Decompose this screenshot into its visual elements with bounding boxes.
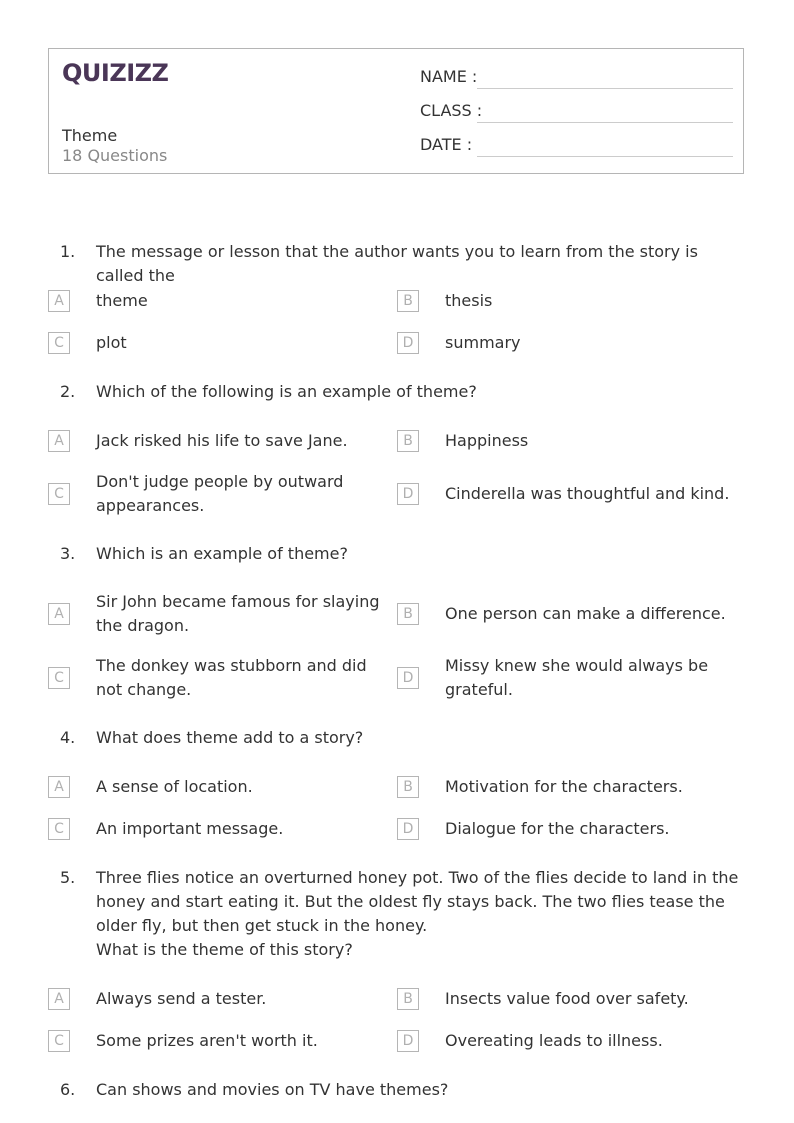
option-text: Missy knew she would always be grateful.	[445, 656, 709, 699]
option-text: Dialogue for the characters.	[445, 819, 670, 838]
option-text: Always send a tester.	[96, 989, 267, 1008]
question-number: 2.	[60, 382, 76, 401]
option-c[interactable]	[48, 816, 388, 842]
class-line[interactable]	[477, 122, 733, 123]
option-letter: A	[48, 988, 70, 1010]
option-text: Motivation for the characters.	[445, 777, 683, 796]
option-a[interactable]	[48, 986, 388, 1012]
option-text: Sir John became famous for slaying the dragon.	[96, 592, 380, 635]
option-b[interactable]	[397, 428, 737, 454]
option-a[interactable]	[48, 590, 388, 638]
question-number: 4.	[60, 728, 76, 747]
option-d[interactable]	[397, 330, 737, 356]
option-letter: D	[397, 667, 419, 689]
question-number: 3.	[60, 544, 76, 563]
name-line[interactable]	[477, 88, 733, 89]
option-text: Overeating leads to illness.	[445, 1031, 663, 1050]
option-letter: C	[48, 667, 70, 689]
worksheet-title: Theme	[62, 126, 118, 145]
option-letter: D	[397, 332, 419, 354]
question-text: What does theme add to a story?	[96, 728, 364, 747]
option-text: Happiness	[445, 431, 529, 450]
option-letter: B	[397, 988, 419, 1010]
option-text: Jack risked his life to save Jane.	[96, 431, 348, 450]
option-d[interactable]	[397, 816, 737, 842]
option-letter: C	[48, 483, 70, 505]
question-count: 18 Questions	[62, 146, 168, 165]
option-letter: C	[48, 332, 70, 354]
option-text: Don't judge people by outward appearances.	[96, 472, 344, 515]
option-b[interactable]	[397, 590, 737, 638]
option-letter: C	[48, 1030, 70, 1052]
option-text: theme	[96, 291, 148, 310]
name-label: NAME :	[420, 67, 478, 86]
option-letter: B	[397, 776, 419, 798]
option-text: summary	[445, 333, 521, 352]
option-a[interactable]	[48, 774, 388, 800]
option-letter: A	[48, 430, 70, 452]
option-text: A sense of location.	[96, 777, 253, 796]
question-text: Which of the following is an example of theme?	[96, 382, 477, 401]
option-letter: B	[397, 290, 419, 312]
option-d[interactable]	[397, 1028, 737, 1054]
date-field[interactable]	[420, 135, 733, 159]
question-number: 5.	[60, 868, 76, 887]
name-field[interactable]	[420, 67, 733, 91]
option-a[interactable]	[48, 428, 388, 454]
worksheet-header	[48, 48, 744, 174]
date-label: DATE :	[420, 135, 473, 154]
class-label: CLASS :	[420, 101, 483, 120]
option-text: One person can make a difference.	[445, 604, 726, 623]
option-text: The donkey was stubborn and did not change.	[96, 656, 367, 699]
question-text: The message or lesson that the author wants you to learn from the story is called the	[96, 242, 698, 285]
option-b[interactable]	[397, 986, 737, 1012]
option-c[interactable]	[48, 470, 388, 518]
option-text: plot	[96, 333, 127, 352]
option-text: Insects value food over safety.	[445, 989, 689, 1008]
question-number: 1.	[60, 242, 76, 261]
option-c[interactable]	[48, 654, 388, 702]
option-letter: D	[397, 818, 419, 840]
option-letter: B	[397, 603, 419, 625]
question-number: 6.	[60, 1080, 76, 1099]
option-b[interactable]	[397, 288, 737, 314]
question-text: Which is an example of theme?	[96, 544, 348, 563]
question-text: Three flies notice an overturned honey pot. Two of the flies decide to land in the honey and start eating it. But the oldest fly stays back. The two flies tease the older fly, but then get stuck in the honey. What is the theme of this story?	[96, 868, 739, 959]
option-letter: A	[48, 290, 70, 312]
option-letter: B	[397, 430, 419, 452]
question-text: Can shows and movies on TV have themes?	[96, 1080, 449, 1099]
option-letter: D	[397, 1030, 419, 1052]
option-a[interactable]	[48, 288, 388, 314]
option-d[interactable]	[397, 654, 737, 702]
class-field[interactable]	[420, 101, 733, 125]
option-letter: A	[48, 603, 70, 625]
option-b[interactable]	[397, 774, 737, 800]
option-letter: D	[397, 483, 419, 505]
option-text: An important message.	[96, 819, 284, 838]
option-text: Some prizes aren't worth it.	[96, 1031, 318, 1050]
option-letter: C	[48, 818, 70, 840]
option-letter: A	[48, 776, 70, 798]
option-text: Cinderella was thoughtful and kind.	[445, 484, 730, 503]
option-text: thesis	[445, 291, 493, 310]
option-c[interactable]	[48, 330, 388, 356]
quizizz-logo: QUIZIZZ	[62, 59, 169, 87]
option-d[interactable]	[397, 470, 737, 518]
option-c[interactable]	[48, 1028, 388, 1054]
date-line[interactable]	[477, 156, 733, 157]
